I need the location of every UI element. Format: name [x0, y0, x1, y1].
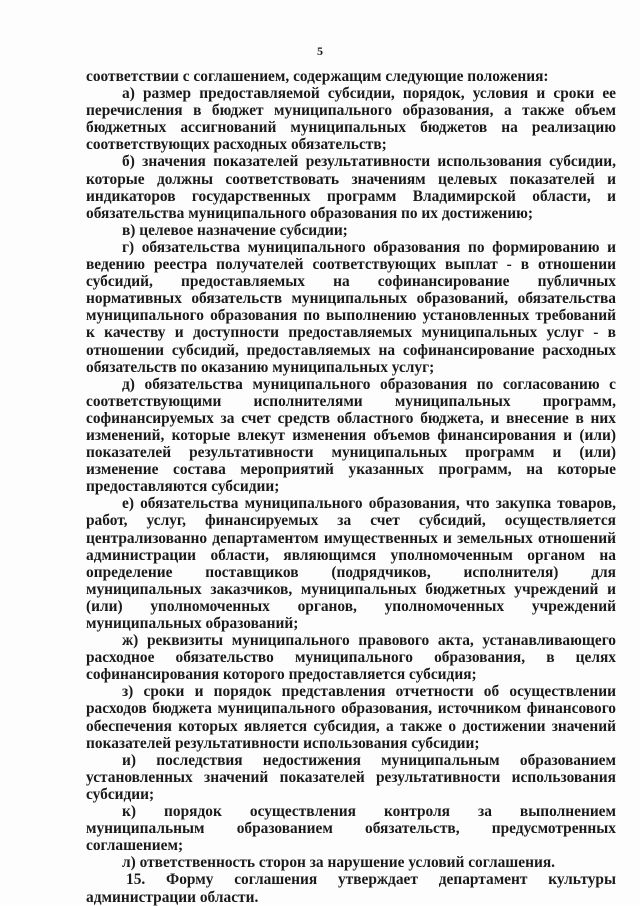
paragraph-item-g: г) обязательства муниципального образования по формированию и ведению реестра получателей соответствующих выплат - в отношении субсидий, предоставляемых на софинансирование публичных нормативных обязательств муниципальных образований, обязательства муниципального образования по выполнению установленных требований к качеству и доступности предоставляемых муниципальных услуг - в отношении субсидий, предоставляемых на софинансирование расходных обязательств по оказанию муниципальных услуг; [86, 238, 616, 376]
paragraph-item-b: б) значения показателей результативности использования субсидии, которые должны соответствовать значениям целевых показателей и индикаторов государственных программ Владимирской области, и обязательства муниципального образования по их достижению; [86, 153, 616, 222]
page-number: 5 [317, 44, 323, 58]
paragraph-item-e: е) обязательства муниципального образования, что закупка товаров, работ, услуг, финансируемых за счет субсидий, осуществляется централизованно департаментом имущественных и земельных отношений администрации области, являющимся уполномоченным органом на определение поставщиков (подрядчиков, исполнителя) для муниципальных заказчиков, муниципальных бюджетных учреждений и (или) уполномоченных органов, уполномоченных учреждений муниципальных образований; [86, 495, 616, 632]
paragraph-item-d: д) обязательства муниципального образования по согласованию с соответствующими исполнителями муниципальных программ, софинансируемых за счет средств областного бюджета, и внесение в них изменений, которые влекут изменения объемов финансирования и (или) показателей результативности муниципальных программ и (или) изменение состава мероприятий указанных программ, на которые предоставляются субсидии; [86, 375, 616, 496]
paragraph-intro: соответствии с соглашением, содержащим следующие положения: [86, 68, 549, 85]
paragraph-item-i: и) последствия недостижения муниципальным образованием установленных значений показателей результативности использования субсидии; [86, 751, 616, 803]
paragraph-item-a: а) размер предоставляемой субсидии, порядок, условия и сроки ее перечисления в бюджет муниципального образования, а также объем бюджетных ассигнований муниципальных бюджетов на реализацию соответствующих расходных обязательств; [86, 85, 616, 154]
paragraph-item-k: к) порядок осуществления контроля за выполнением муниципальным образованием обязательств, предусмотренных соглашением; [86, 803, 616, 855]
paragraph-item-l: л) ответственность сторон за нарушение условий соглашения. [122, 854, 556, 872]
paragraph-item-z: з) сроки и порядок представления отчетности об осуществлении расходов бюджета муниципального образования, источником финансового обеспечения которых является субсидия, а также о достижении значений показателей результативности использования субсидии; [86, 683, 616, 752]
paragraph-item-zh: ж) реквизиты муниципального правового акта, устанавливающего расходное обязательство муниципального образования, в целях софинансирования которого предоставляется субсидия; [86, 632, 616, 684]
paragraph-item-v: в) целевое назначение субсидии; [122, 221, 348, 239]
document-body [86, 68, 616, 906]
paragraph-clause-15: 15. Форму соглашения утверждает департамент культуры администрации области. [86, 871, 616, 906]
